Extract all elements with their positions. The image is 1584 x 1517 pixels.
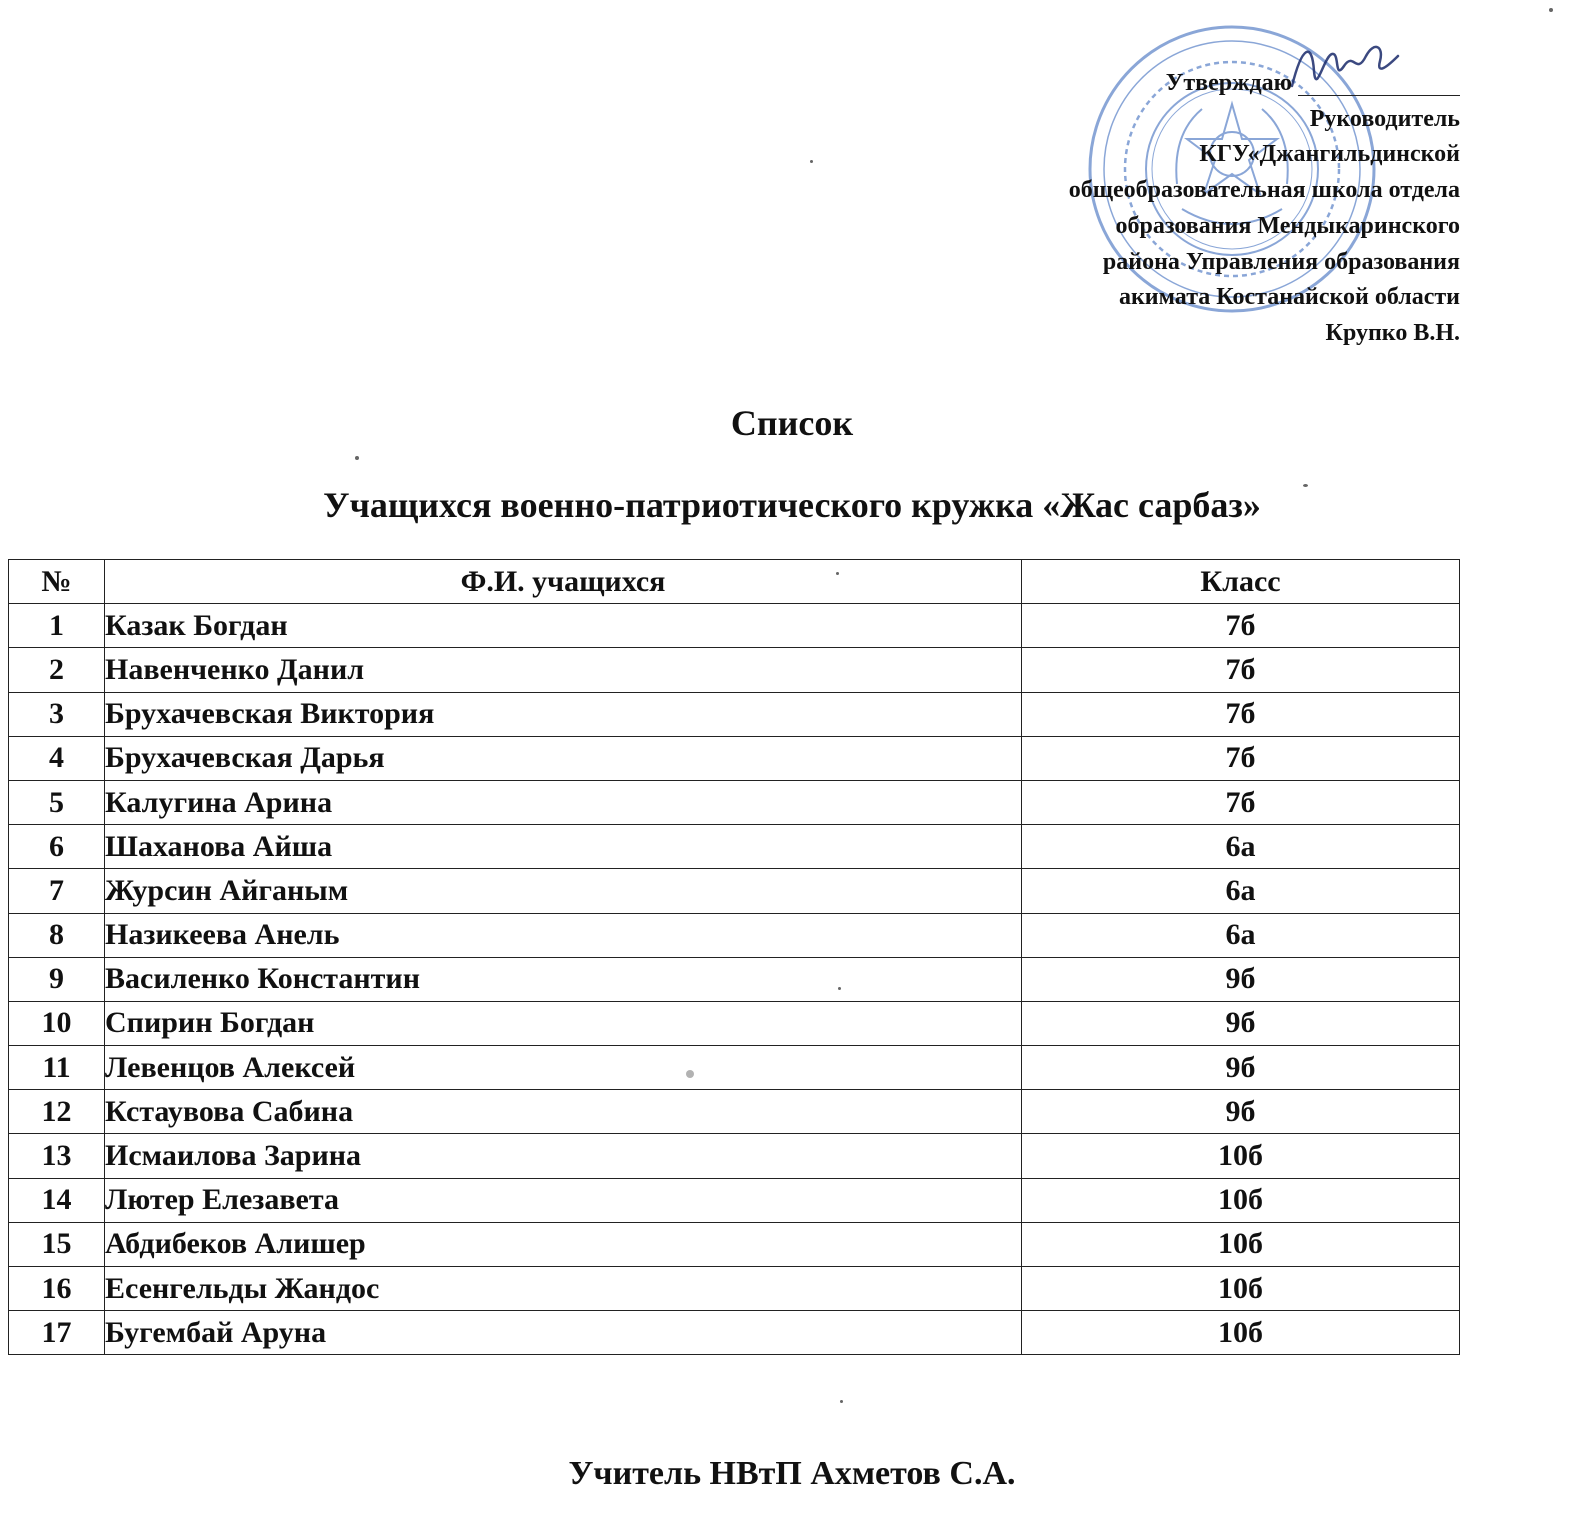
scan-speck [836,572,839,575]
table-row [9,913,1460,957]
table-header-row [9,560,1460,604]
student-class: 10б [1022,1311,1460,1355]
row-number: 14 [9,1178,105,1222]
approval-block [940,66,1460,352]
student-name: Есенгельды Жандос [105,1267,1022,1311]
row-number: 6 [9,825,105,869]
student-class: 7б [1022,736,1460,780]
table-row [9,957,1460,1001]
row-number: 2 [9,648,105,692]
student-name: Левенцов Алексей [105,1046,1022,1090]
student-class: 9б [1022,1090,1460,1134]
row-number: 3 [9,692,105,736]
row-number: 1 [9,604,105,648]
approval-line: Руководитель [1309,105,1460,132]
approval-line: акимата Костанайской области [1118,284,1460,311]
table-row [9,825,1460,869]
student-class: 6а [1022,869,1460,913]
column-header-class: Класс [1022,560,1460,604]
row-number: 17 [9,1311,105,1355]
table-body [9,604,1460,1355]
student-class: 7б [1022,780,1460,824]
student-name: Брухачевская Дарья [105,736,1022,780]
table-row [9,1311,1460,1355]
approval-line: района Управления образования [1102,248,1460,275]
approver-name: Крупко В.Н. [1325,319,1460,346]
table-row [9,648,1460,692]
row-number: 10 [9,1001,105,1045]
row-number: 8 [9,913,105,957]
table-row [9,1178,1460,1222]
student-class: 10б [1022,1267,1460,1311]
student-name: Журсин Айганым [105,869,1022,913]
student-name: Брухачевская Виктория [105,692,1022,736]
student-class: 9б [1022,1046,1460,1090]
row-number: 13 [9,1134,105,1178]
page-subtitle: Учащихся военно-патриотического кружка «Жас сарбаз» [323,485,1261,525]
student-class: 7б [1022,604,1460,648]
scan-speck [1303,484,1308,487]
row-number: 4 [9,736,105,780]
table-row [9,604,1460,648]
column-header-number: № [9,560,105,604]
table-row [9,1267,1460,1311]
row-number: 5 [9,780,105,824]
student-name: Абдибеков Алишер [105,1222,1022,1266]
student-name: Навенченко Данил [105,648,1022,692]
approval-line: КГУ«Джангильдинской [1199,141,1460,168]
approval-line: образования Мендыкаринского [1115,212,1460,239]
row-number: 9 [9,957,105,1001]
student-name: Спирин Богдан [105,1001,1022,1045]
scan-speck [838,987,841,990]
column-header-name: Ф.И. учащихся [105,560,1022,604]
student-class: 10б [1022,1222,1460,1266]
student-name: Калугина Арина [105,780,1022,824]
table-row [9,736,1460,780]
table-row [9,1046,1460,1090]
student-name: Кстаувова Сабина [105,1090,1022,1134]
table-row [9,1222,1460,1266]
approval-line: общеобразовательная школа отдела [1068,177,1460,204]
teacher-signature-line: Учитель НВтП Ахметов С.А. [568,1455,1016,1492]
scan-speck [686,1070,694,1078]
page-title: Список [730,403,854,443]
scan-speck [810,160,813,163]
table-row [9,1090,1460,1134]
student-class: 10б [1022,1134,1460,1178]
scan-speck [1549,8,1553,12]
row-number: 12 [9,1090,105,1134]
row-number: 7 [9,869,105,913]
student-name: Бугембай Аруна [105,1311,1022,1355]
table-row [9,869,1460,913]
scan-speck [840,1400,843,1403]
scan-speck [355,456,359,460]
student-class: 7б [1022,648,1460,692]
table-row [9,780,1460,824]
student-class: 6а [1022,825,1460,869]
table-row [9,1134,1460,1178]
table-row [9,692,1460,736]
student-name: Назикеева Анель [105,913,1022,957]
student-class: 9б [1022,1001,1460,1045]
row-number: 16 [9,1267,105,1311]
student-class: 7б [1022,692,1460,736]
table-row [9,1001,1460,1045]
row-number: 11 [9,1046,105,1090]
student-name: Казак Богдан [105,604,1022,648]
student-name: Василенко Константин [105,957,1022,1001]
student-class: 10б [1022,1178,1460,1222]
approve-label: Утверждаю [1166,66,1460,102]
student-name: Шаханова Айша [105,825,1022,869]
row-number: 15 [9,1222,105,1266]
student-table [8,559,1460,1355]
student-class: 9б [1022,957,1460,1001]
student-name: Лютер Елезавета [105,1178,1022,1222]
student-name: Исмаилова Зарина [105,1134,1022,1178]
student-class: 6а [1022,913,1460,957]
